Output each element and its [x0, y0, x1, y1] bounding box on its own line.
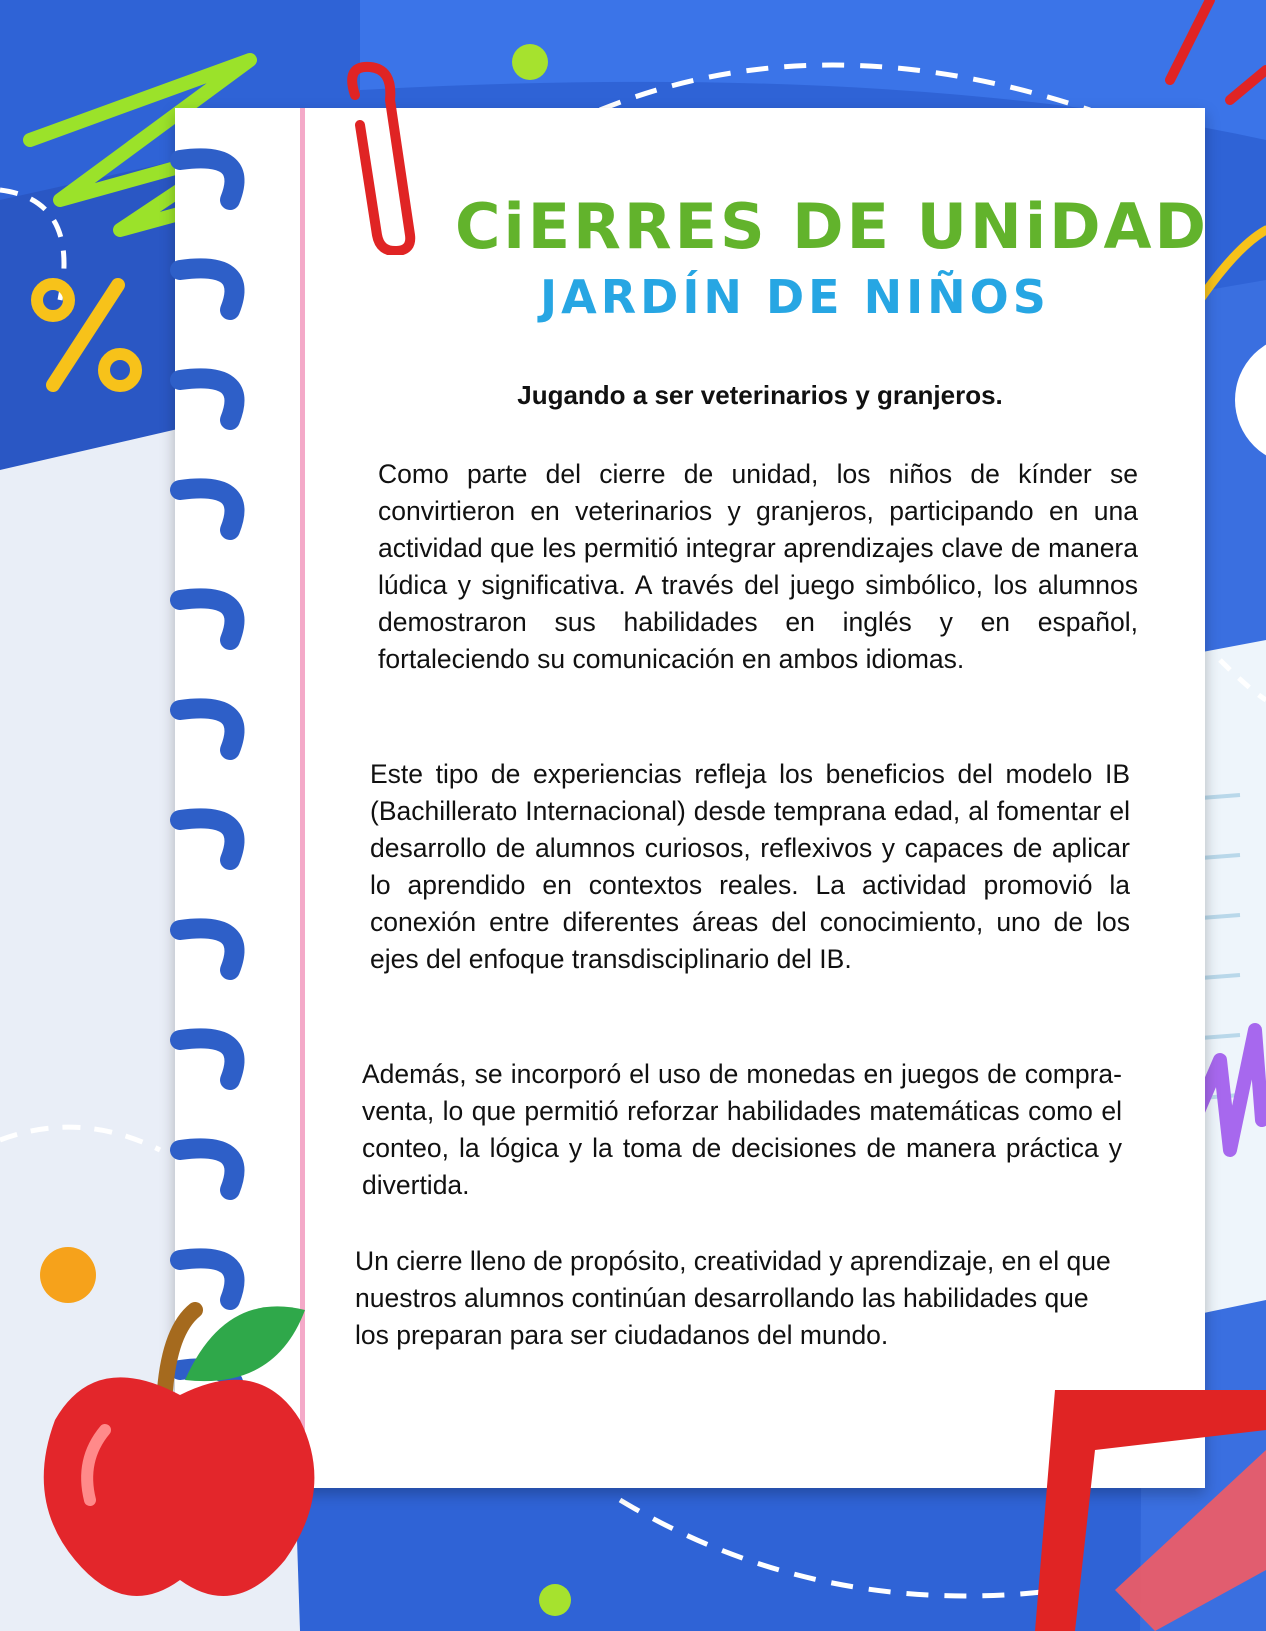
dashed-arc-bottom — [620, 1500, 1060, 1596]
ruler-icon — [1035, 1390, 1266, 1631]
orange-dot — [40, 1247, 96, 1303]
article-paragraph-4: Un cierre lleno de propósito, creatividad y aprendizaje, en el que nuestros alumnos continúan desarrollando las habilidades que los preparan para ser ciudadanos del mundo. — [355, 1246, 1111, 1350]
article-heading: Jugando a ser veterinarios y granjeros. — [517, 380, 1003, 410]
article-paragraph-1: Como parte del cierre de unidad, los niños de kínder se convirtieron en veterinarios y granjeros, participando en una actividad que les permitió integrar aprendizajes clave de manera lúdica y significativa. A través del juego simbólico, los alumnos demostraron sus habilidades en inglés y en español, fortaleciendo su comunicación en ambos idiomas. — [378, 459, 1138, 674]
apple-icon — [35, 1300, 325, 1610]
green-dot-top — [512, 44, 548, 80]
paperclip-icon — [315, 55, 425, 255]
page-subtitle: JARDÍN DE NIÑOS — [540, 270, 1050, 324]
percent-icon — [28, 270, 148, 400]
paper-margin-line — [300, 108, 305, 1488]
page-title: CiERRES DE UNiDAD — [455, 190, 1209, 263]
green-dot-bottom — [539, 1584, 571, 1616]
article-paragraph-2: Este tipo de experiencias refleja los beneficios del modelo IB (Bachillerato Internacional) desde temprana edad, al fomentar el desarrollo de alumnos curiosos, reflexivos y capaces de aplicar lo aprendido en contextos reales. La actividad promovió la conexión entre diferentes áreas del conocimiento, uno de los ejes del enfoque transdisciplinario del IB. — [370, 759, 1130, 974]
article-paragraph-3: Además, se incorporó el uso de monedas en juegos de compra-venta, lo que permitió reforzar habilidades matemáticas como el conteo, la lógica y la toma de decisiones de manera práctica y divertida. — [362, 1059, 1122, 1200]
